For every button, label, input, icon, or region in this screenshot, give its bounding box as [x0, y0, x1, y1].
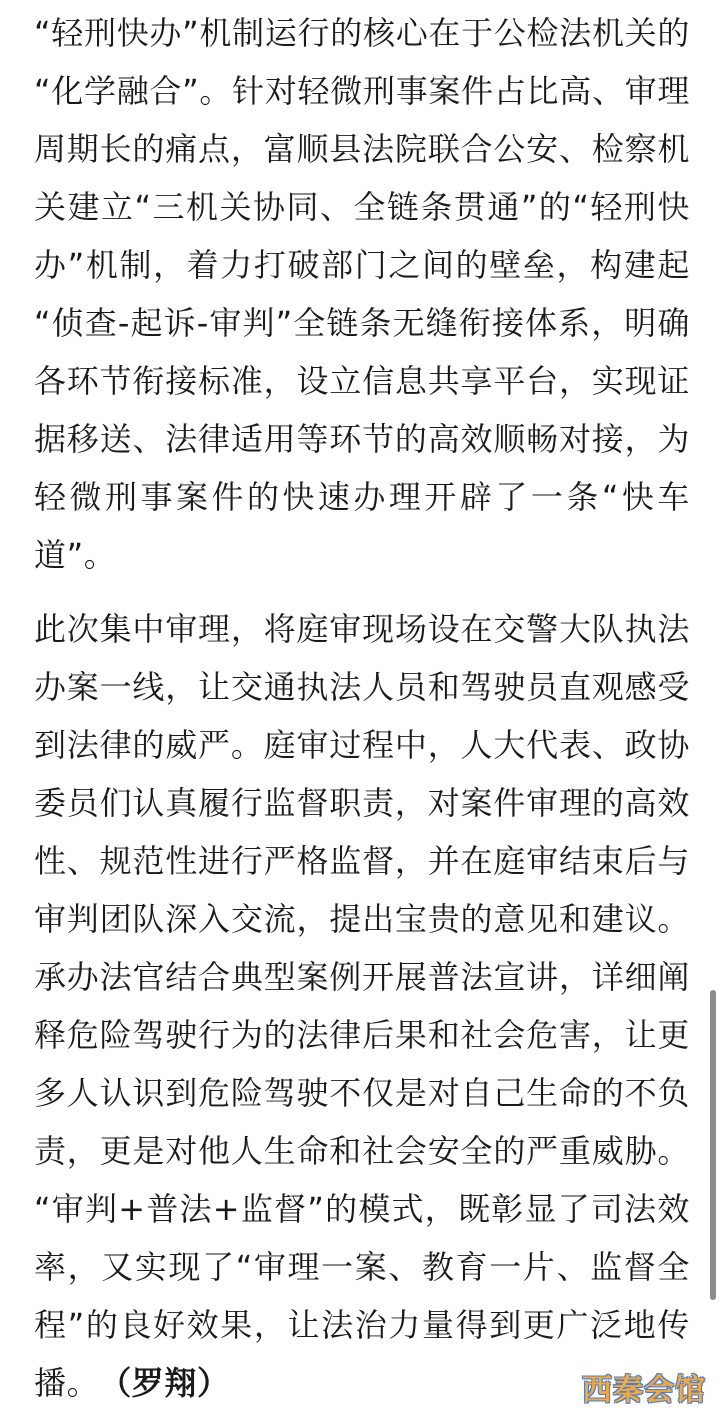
- paragraph-line: 释危险驾驶行为的法律后果和社会危害，让更: [34, 1016, 690, 1054]
- paragraph-line: “化学融合”。针对轻微刑事案件占比高、审理: [34, 72, 690, 110]
- paragraph-line: 审判团队深入交流，提出宝贵的意见和建议。: [34, 900, 690, 938]
- watermark-logo: 西秦会馆: [582, 1373, 706, 1408]
- paragraph-line: 据移送、法律适用等环节的高效顺畅对接，为: [34, 420, 690, 458]
- paragraph-line: 轻微刑事案件的快速办理开辟了一条“快车: [34, 478, 690, 516]
- article-body: [34, 4, 690, 1412]
- paragraph-spacer: [34, 584, 690, 600]
- paragraph-line: 关建立“三机关协同、全链条贯通”的“轻刑快: [34, 188, 690, 226]
- paragraph-line: 责，更是对他人生命和社会安全的严重威胁。: [34, 1132, 690, 1170]
- paragraph-line: “侦查-起诉-审判”全链条无缝衔接体系，明确: [34, 304, 690, 342]
- paragraph-line: 办案一线，让交通执法人员和驾驶员直观感受: [34, 668, 690, 706]
- paragraph-line: 委员们认真履行监督职责，对案件审理的高效: [34, 784, 690, 822]
- paragraph-line: 道”。: [34, 536, 117, 574]
- paragraph-line: 性、规范性进行严格监督，并在庭审结束后与: [34, 842, 690, 880]
- paragraph-line: 此次集中审理，将庭审现场设在交警大队执法: [34, 610, 690, 648]
- vertical-scrollbar[interactable]: [710, 990, 716, 1300]
- paragraph-line: 程”的良好效果，让法治力量得到更广泛地传: [34, 1306, 690, 1344]
- paragraph-line: 多人认识到危险驾驶不仅是对自己生命的不负: [34, 1074, 690, 1112]
- paragraph-line: “轻刑快办”机制运行的核心在于公检法机关的: [34, 14, 690, 52]
- paragraph-line: 周期长的痛点，富顺县法院联合公安、检察机: [34, 130, 690, 168]
- author-byline: （罗翔）: [115, 1364, 230, 1402]
- paragraph-line: 到法律的威严。庭审过程中，人大代表、政协: [34, 726, 690, 764]
- paragraph-line: “审判+普法+监督”的模式，既彰显了司法效: [34, 1190, 690, 1228]
- paragraph-line: 各环节衔接标准，设立信息共享平台，实现证: [34, 362, 690, 400]
- article-paragraph-2: [34, 600, 690, 1412]
- paragraph-line-text: 播。: [34, 1364, 100, 1402]
- paragraph-line: 办”机制，着力打破部门之间的壁垒，构建起: [34, 246, 690, 284]
- paragraph-line: 承办法官结合典型案例开展普法宣讲，详细阐: [34, 958, 690, 996]
- article-paragraph-1: [34, 4, 690, 584]
- paragraph-line: 率，又实现了“审理一案、教育一片、监督全: [34, 1248, 690, 1286]
